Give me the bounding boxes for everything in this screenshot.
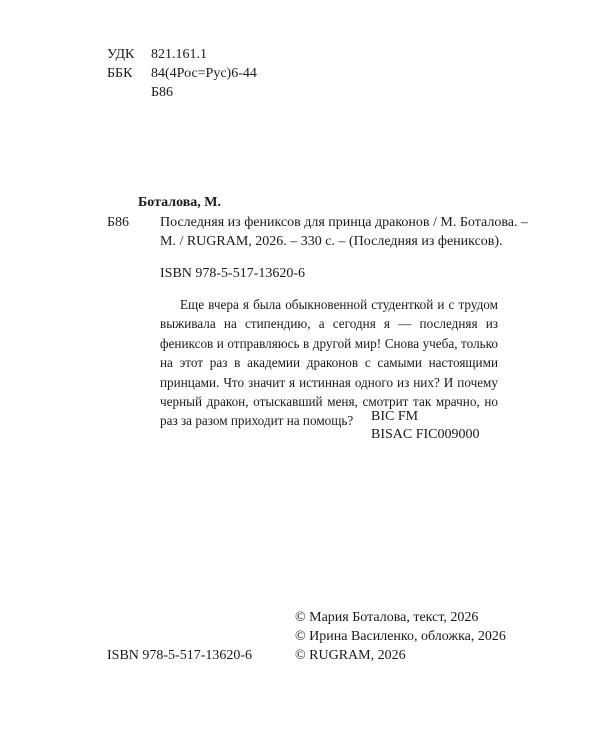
author-mark: Б86 [151,85,174,100]
copyright-text: © Мария Боталова, текст, 2026 [295,610,479,625]
udk-label: УДК [107,47,135,62]
bisac-code: BISAC FIC009000 [371,427,480,442]
record-author-mark: Б86 [107,215,130,230]
bbk-label: ББК [107,66,133,81]
udk-row [107,46,207,64]
record-bib-line-2: М. / RUGRAM, 2026. – 330 с. – (Последняя из фениксов). [160,234,503,249]
record-isbn: ISBN 978-5-517-13620-6 [160,266,306,281]
abstract [160,295,498,431]
record-bib-line-1: Последняя из фениксов для принца драконов / М. Боталова. – [160,215,528,230]
record-author: Боталова, М. [138,195,222,210]
abstract-text: Еще вчера я была обыкновенной студенткой и с трудом выживала на стипендию, а сегодня я — последняя из фениксов и отправляюсь в другой мир! Снова учеба, только на этот раз в академии драконов с самыми настоящими принцами. Что значит я истинная одного из них? И почему черный дракон, отыскавший меня, смотрит так мрачно, но раз за разом приходит на помощь? [160,297,498,429]
udk-value: 821.161.1 [151,47,207,62]
author-mark-row [107,84,173,102]
bbk-row [107,65,257,83]
copyright-publisher: © RUGRAM, 2026 [295,648,406,663]
footer-isbn: ISBN 978-5-517-13620-6 [107,648,253,663]
bbk-value: 84(4Рос=Рус)6-44 [151,66,257,81]
copyright-cover: © Ирина Василенко, обложка, 2026 [295,629,506,644]
bic-code: BIC FM [371,409,419,424]
